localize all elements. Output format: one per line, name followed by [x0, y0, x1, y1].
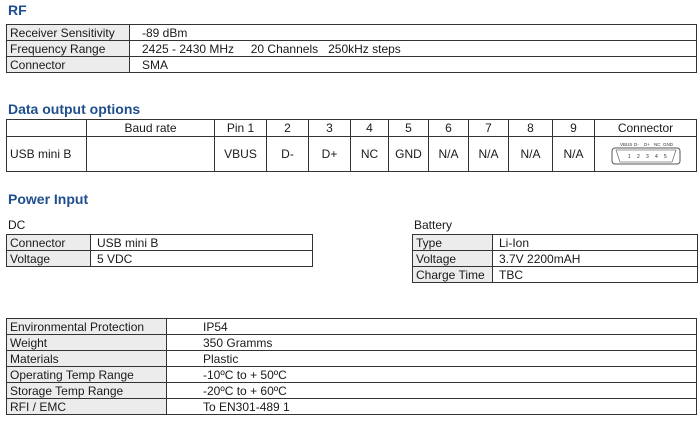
header-cell: 5 [389, 120, 429, 137]
pin-number: 3 [645, 154, 649, 160]
env-value-cell: -20ºC to + 60ºC [167, 383, 697, 399]
cell: N/A [429, 137, 469, 172]
battery-value-cell: TBC [493, 267, 698, 283]
env-value-cell: -10ºC to + 50ºC [167, 367, 697, 383]
header-cell: 2 [267, 120, 309, 137]
rf-value: SMA [130, 57, 697, 73]
env-value-cell: 350 Gramms [167, 335, 697, 351]
rf-label: Receiver Sensitivity [7, 25, 130, 41]
table-row [413, 251, 698, 267]
header-cell: Connector [595, 120, 697, 137]
header-cell: 9 [553, 120, 595, 137]
pin-number: 2 [636, 154, 640, 160]
cell: VBUS [215, 137, 267, 172]
table-row [7, 25, 697, 41]
dc-value-cell: USB mini B [91, 235, 313, 251]
rf-label: Frequency Range [7, 41, 130, 57]
data-output-table [6, 119, 697, 172]
header-cell: 8 [509, 120, 553, 137]
table-row [7, 351, 697, 367]
cell: N/A [509, 137, 553, 172]
header-cell: 4 [351, 120, 389, 137]
battery-label: Battery [414, 218, 453, 232]
env-label-cell: Storage Temp Range [7, 383, 167, 399]
env-value-cell: Plastic [167, 351, 697, 367]
connector-cell [595, 137, 697, 172]
pin-label: NC [653, 142, 660, 147]
header-cell: 3 [309, 120, 351, 137]
dc-label-cell: Connector [7, 235, 91, 251]
cell: USB mini B [7, 137, 87, 172]
table-row [7, 335, 697, 351]
table-row [7, 57, 697, 73]
battery-value-cell: Li-Ion [493, 235, 698, 251]
header-cell: Pin 1 [215, 120, 267, 137]
dc-value-cell: 5 VDC [91, 251, 313, 267]
pin-label: GND [662, 142, 673, 147]
table-row [413, 235, 698, 251]
cell: GND [389, 137, 429, 172]
rf-value: -89 dBm [130, 25, 697, 41]
dc-label-cell: Voltage [7, 251, 91, 267]
battery-label-cell: Charge Time [413, 267, 493, 283]
header-cell: 7 [469, 120, 509, 137]
table-row [7, 383, 697, 399]
table-row [7, 319, 697, 335]
environment-table [6, 318, 697, 415]
cell: D- [267, 137, 309, 172]
env-label-cell: Weight [7, 335, 167, 351]
header-cell [7, 120, 87, 137]
env-label-cell: Materials [7, 351, 167, 367]
cell: N/A [553, 137, 595, 172]
table-header-row [7, 120, 697, 137]
battery-label-cell: Type [413, 235, 493, 251]
dc-label: DC [8, 218, 26, 232]
env-label-cell: RFI / EMC [7, 399, 167, 415]
cell: NC [351, 137, 389, 172]
env-label-cell: Operating Temp Range [7, 367, 167, 383]
table-row [7, 399, 697, 415]
cell [87, 137, 215, 172]
rf-table [6, 24, 697, 73]
table-row [7, 137, 697, 172]
pin-number: 5 [663, 154, 667, 160]
env-value-cell: To EN301-489 1 [167, 399, 697, 415]
battery-label-cell: Voltage [413, 251, 493, 267]
battery-table [412, 234, 698, 283]
pin-number: 4 [654, 154, 658, 160]
header-cell: 6 [429, 120, 469, 137]
rf-value: 2425 - 2430 MHz 20 Channels 250kHz steps [130, 41, 697, 57]
battery-value-cell: 3.7V 2200mAH [493, 251, 698, 267]
table-row [7, 251, 313, 267]
rf-heading: RF [8, 2, 27, 18]
table-row [413, 267, 698, 283]
table-row [7, 41, 697, 57]
dc-table [6, 234, 313, 267]
usb-mini-b-connector-icon [606, 140, 686, 168]
pin-label: VBUS [619, 142, 632, 147]
env-value-cell: IP54 [167, 319, 697, 335]
pin-label: D- [633, 142, 639, 147]
pin-number: 1 [627, 154, 631, 160]
pin-label: D+ [643, 142, 650, 147]
cell: N/A [469, 137, 509, 172]
power-input-heading: Power Input [8, 191, 89, 207]
table-row [7, 367, 697, 383]
table-row [7, 235, 313, 251]
env-label-cell: Environmental Protection [7, 319, 167, 335]
data-output-heading: Data output options [8, 101, 141, 117]
cell: D+ [309, 137, 351, 172]
header-cell: Baud rate [87, 120, 215, 137]
rf-label: Connector [7, 57, 130, 73]
